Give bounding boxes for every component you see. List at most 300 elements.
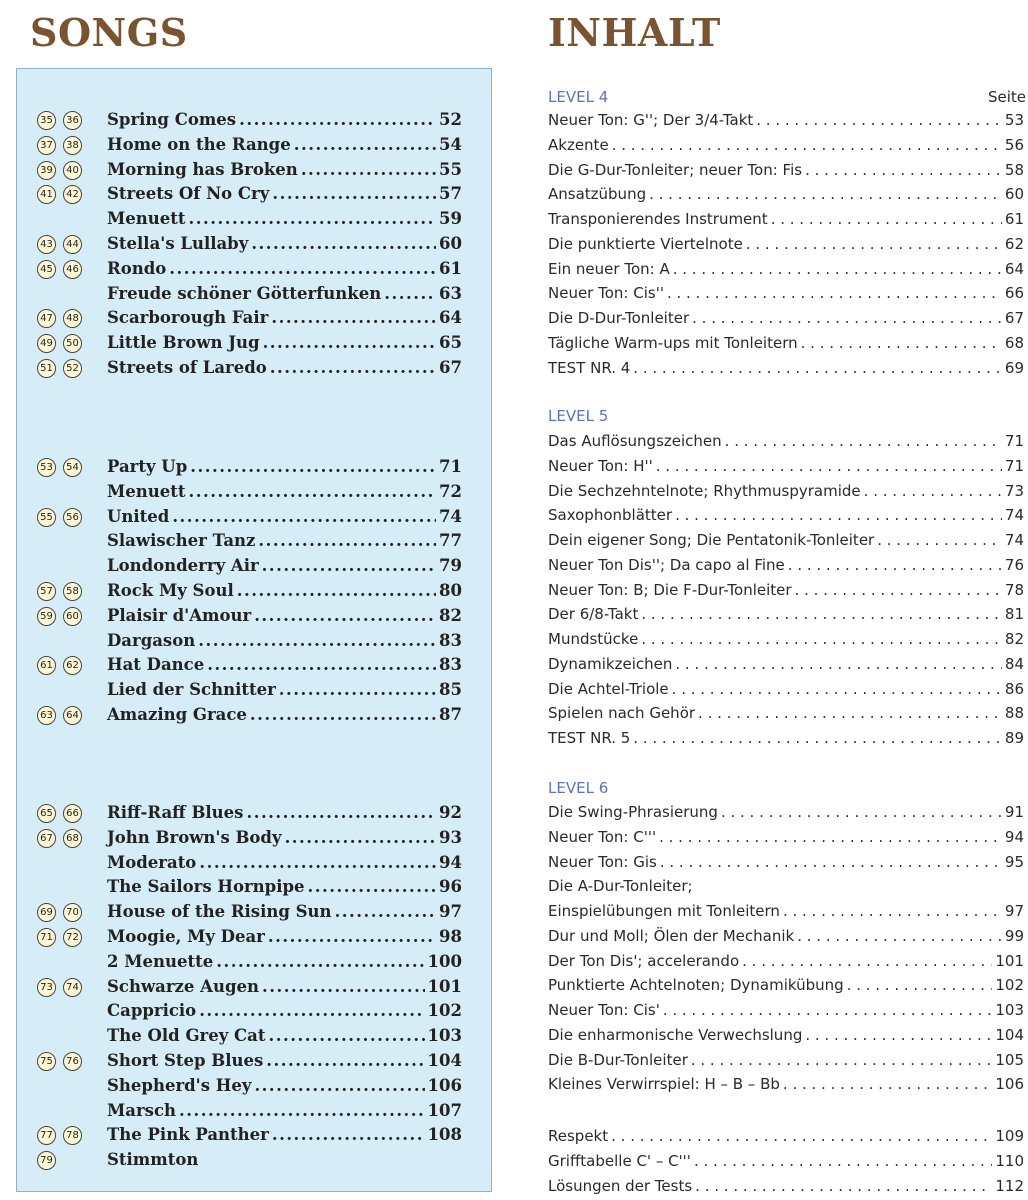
track-numbers	[37, 135, 103, 157]
song-row	[37, 901, 462, 923]
song-page-number: 93	[439, 827, 462, 847]
dot-leader	[611, 1124, 992, 1148]
entry-page-number: 86	[1004, 679, 1024, 698]
song-page-number: 106	[427, 1075, 462, 1095]
track-number-badge: 66	[63, 804, 82, 823]
entry-page-number: 105	[995, 1050, 1024, 1069]
entry-page-number: 64	[1004, 259, 1024, 278]
song-entry	[107, 1124, 462, 1146]
song-row	[37, 704, 462, 726]
song-entry	[107, 580, 462, 602]
entry-page-number: 61	[1004, 210, 1024, 228]
track-numbers	[37, 1026, 103, 1048]
song-page-number: 83	[439, 630, 462, 650]
track-number-badge: 76	[63, 1052, 82, 1071]
dot-leader	[783, 899, 1002, 923]
song-title: Riff-Raff Blues	[107, 803, 244, 822]
entry-title: TEST NR. 4	[548, 358, 631, 377]
contents-entry	[548, 800, 1024, 824]
contents-entry	[548, 1072, 1024, 1096]
dot-leader	[721, 800, 1002, 824]
track-number-badge: 39	[37, 161, 56, 180]
contents-entry	[548, 874, 1024, 898]
song-page-number: 55	[439, 159, 462, 179]
entry-page-number: 78	[1004, 580, 1024, 599]
entry-page-number: 110	[995, 1151, 1024, 1170]
song-entry	[107, 852, 462, 874]
track-number-badge: 40	[63, 161, 82, 180]
contents-entry	[548, 998, 1024, 1022]
song-entry	[107, 283, 462, 305]
song-entry	[107, 109, 462, 131]
track-number-badge: 51	[37, 359, 56, 378]
song-title: John Brown's Body	[107, 827, 282, 847]
dot-leader	[169, 258, 436, 280]
contents-entry	[548, 825, 1024, 849]
track-number-badge: 41	[37, 185, 56, 204]
dot-leader	[308, 876, 437, 898]
track-numbers	[37, 482, 103, 504]
dot-leader	[692, 306, 1002, 330]
song-page-number: 71	[439, 457, 462, 476]
song-entry	[107, 307, 462, 329]
song-page-number: 63	[439, 283, 462, 303]
entry-title: Neuer Ton: Cis''	[548, 284, 664, 303]
contents-entry	[548, 528, 1024, 552]
track-numbers	[37, 977, 103, 999]
track-numbers	[37, 110, 103, 132]
contents-entry	[548, 503, 1024, 527]
song-title: Lied der Schnitter	[107, 680, 276, 700]
track-number-badge: 37	[37, 136, 56, 155]
entry-title: Neuer Ton Dis''; Da capo al Fine	[548, 555, 785, 574]
dot-leader	[216, 951, 424, 973]
song-entry	[107, 1100, 462, 1122]
contents-entry	[548, 306, 1024, 330]
song-entry	[107, 1025, 462, 1047]
track-numbers	[37, 259, 103, 281]
dot-leader	[254, 1075, 424, 1097]
entry-page-number: 101	[995, 951, 1024, 970]
song-row	[37, 506, 462, 528]
contents-entry	[548, 701, 1024, 725]
dot-leader	[198, 630, 436, 652]
song-page-number: 74	[439, 506, 462, 526]
dot-leader	[612, 133, 1002, 157]
contents-entry	[548, 108, 1024, 132]
song-entry	[107, 876, 462, 898]
entry-title: Neuer Ton: C'''	[548, 827, 657, 846]
songs-heading: SONGS	[30, 10, 188, 55]
dot-leader	[742, 949, 992, 973]
entry-title: Das Auflösungszeichen	[548, 432, 722, 450]
dot-leader	[795, 578, 1002, 602]
track-number-badge: 65	[37, 804, 56, 823]
track-numbers	[37, 705, 103, 727]
song-row	[37, 456, 462, 478]
entry-title: Neuer Ton: H''	[548, 456, 653, 475]
track-number-badge: 61	[37, 656, 56, 675]
entry-title: Lösungen der Tests	[548, 1176, 693, 1195]
track-number-badge: 63	[37, 706, 56, 725]
track-numbers	[37, 209, 103, 231]
entry-page-number: 60	[1004, 185, 1024, 204]
track-numbers	[37, 284, 103, 306]
dot-leader	[667, 281, 1002, 305]
entry-page-number: 112	[995, 1176, 1024, 1195]
entry-page-number: 71	[1004, 432, 1024, 450]
song-title: Moderato	[107, 852, 197, 872]
dot-leader	[847, 973, 993, 997]
dot-leader	[250, 704, 436, 726]
track-number-badge: 36	[63, 111, 82, 130]
song-entry	[107, 530, 462, 552]
track-number-badge: 58	[63, 582, 82, 601]
track-number-badge: 69	[37, 903, 56, 922]
contents-entry	[548, 182, 1024, 206]
song-title: Amazing Grace	[107, 705, 247, 724]
dot-leader	[190, 456, 436, 478]
song-title: The Sailors Hornpipe	[107, 877, 305, 897]
track-number-badge: 77	[37, 1126, 56, 1145]
song-row	[37, 134, 462, 156]
contents-entry	[548, 850, 1024, 874]
song-row	[37, 976, 462, 998]
dot-leader	[656, 454, 1002, 478]
dot-leader	[246, 802, 436, 824]
song-title: Londonderry Air	[107, 556, 259, 576]
dot-leader	[189, 208, 437, 230]
song-title: Streets Of No Cry	[107, 184, 270, 204]
entry-page-number: 56	[1004, 135, 1024, 154]
dot-leader	[262, 555, 436, 577]
song-entry	[107, 605, 462, 627]
track-number-badge: 75	[37, 1052, 56, 1071]
song-page-number: 108	[427, 1125, 462, 1145]
song-page-number: 80	[439, 581, 462, 600]
level-heading-level5: LEVEL 5	[548, 407, 609, 425]
song-row	[37, 1149, 462, 1171]
song-page-number: 64	[439, 308, 462, 328]
track-numbers	[37, 333, 103, 355]
dot-leader	[672, 677, 1002, 701]
song-page-number: 61	[439, 258, 462, 278]
entry-title: Dur und Moll; Ölen der Mechanik	[548, 926, 795, 945]
track-numbers	[37, 828, 103, 850]
contents-entry	[548, 726, 1024, 750]
song-page-number: 67	[439, 358, 462, 377]
track-number-badge: 44	[63, 235, 82, 254]
contents-entry	[548, 1048, 1024, 1072]
dot-leader	[268, 926, 436, 948]
track-numbers	[37, 507, 103, 529]
entry-title: TEST NR. 5	[548, 729, 631, 747]
song-entry	[107, 976, 462, 998]
song-page-number: 92	[439, 803, 462, 822]
song-row	[37, 580, 462, 602]
track-number-badge: 78	[63, 1126, 82, 1145]
song-title: Spring Comes	[107, 110, 237, 129]
entry-title: Der Ton Dis'; accelerando	[548, 951, 740, 970]
entry-title: Ansatzübung	[548, 185, 647, 204]
song-entry	[107, 183, 462, 205]
song-row	[37, 679, 462, 701]
song-page-number: 100	[427, 951, 462, 971]
dot-leader	[788, 553, 1002, 577]
entry-page-number: 74	[1004, 506, 1024, 525]
track-numbers	[37, 877, 103, 899]
song-row	[37, 332, 462, 354]
track-number-badge: 62	[63, 656, 82, 675]
entry-page-number: 97	[1004, 902, 1024, 920]
dot-leader	[660, 850, 1002, 874]
entry-page-number: 104	[995, 1025, 1024, 1044]
dot-leader	[279, 679, 436, 701]
song-page-number: 101	[427, 976, 462, 996]
entry-page-number: 106	[995, 1075, 1024, 1094]
track-numbers	[37, 1125, 103, 1147]
dot-leader	[270, 357, 436, 379]
entry-page-number: 81	[1004, 605, 1024, 624]
song-title: Freude schöner Götterfunken	[107, 283, 382, 303]
song-entry	[107, 208, 462, 230]
entry-page-number: 71	[1004, 456, 1024, 475]
track-number-badge: 73	[37, 978, 56, 997]
song-entry	[107, 679, 462, 701]
song-title: Menuett	[107, 209, 186, 229]
song-row	[37, 951, 462, 973]
entry-page-number: 69	[1004, 358, 1024, 377]
dot-leader	[694, 1149, 992, 1173]
entry-title: Die Swing-Phrasierung	[548, 803, 718, 821]
track-numbers	[37, 581, 103, 603]
track-number-badge: 67	[37, 829, 56, 848]
track-number-badge: 71	[37, 928, 56, 947]
entry-title: Punktierte Achtelnoten; Dynamikübung	[548, 976, 844, 995]
song-page-number: 60	[439, 234, 462, 253]
track-number-badge: 52	[63, 359, 82, 378]
song-entry	[107, 926, 462, 948]
contents-entry	[548, 553, 1024, 577]
track-numbers	[37, 184, 103, 206]
entry-page-number: 82	[1004, 630, 1024, 648]
song-page-number: 65	[439, 333, 462, 353]
entry-title: Tägliche Warm-ups mit Tonleitern	[548, 333, 798, 352]
track-numbers	[37, 234, 103, 256]
dot-leader	[675, 503, 1002, 527]
track-numbers	[37, 160, 103, 182]
songs-panel	[16, 68, 492, 1192]
contents-entry	[548, 652, 1024, 676]
entry-title: Saxophonblätter	[548, 506, 673, 525]
song-entry	[107, 704, 462, 726]
song-title: Cappricio	[107, 1001, 197, 1021]
song-row	[37, 233, 462, 255]
entry-page-number: 58	[1004, 160, 1024, 179]
song-row	[37, 183, 462, 205]
dot-leader	[272, 1124, 425, 1146]
dot-leader	[756, 108, 1002, 132]
dot-leader	[179, 1100, 425, 1122]
song-title: The Old Grey Cat	[107, 1026, 266, 1046]
contents-entry	[548, 232, 1024, 256]
level-heading-level4: LEVEL 4	[548, 88, 609, 106]
track-number-badge: 43	[37, 235, 56, 254]
song-title: Plaisir d'Amour	[107, 605, 252, 625]
dot-leader	[384, 283, 436, 305]
track-number-badge: 79	[37, 1151, 56, 1170]
dot-leader	[335, 901, 436, 923]
dot-leader	[864, 479, 1002, 503]
track-number-badge: 56	[63, 508, 82, 527]
entry-title: Neuer Ton: G''; Der 3/4-Takt	[548, 111, 754, 129]
song-title: Moogie, My Dear	[107, 927, 265, 946]
song-entry	[107, 233, 462, 255]
dot-leader	[285, 827, 436, 849]
inhalt-heading: INHALT	[548, 10, 721, 55]
entry-title: Grifftabelle C' – C'''	[548, 1151, 691, 1170]
song-row	[37, 1000, 462, 1022]
entry-page-number: 76	[1004, 555, 1024, 574]
song-title: Short Step Blues	[107, 1051, 264, 1070]
contents-entry	[548, 602, 1024, 626]
song-page-number: 107	[427, 1100, 462, 1120]
track-number-badge: 45	[37, 260, 56, 279]
entry-title: Spielen nach Gehör	[548, 704, 696, 723]
contents-entry	[548, 331, 1024, 355]
dot-leader	[695, 1174, 992, 1198]
entry-title: Dein eigener Song; Die Pentatonik-Tonleiter	[548, 531, 875, 549]
track-numbers	[37, 680, 103, 702]
track-numbers	[37, 952, 103, 974]
song-row	[37, 481, 462, 503]
contents-entry	[548, 973, 1024, 997]
song-title: Stella's Lullaby	[107, 234, 249, 253]
song-row	[37, 530, 462, 552]
track-number-badge: 72	[63, 928, 82, 947]
song-title: United	[107, 506, 170, 526]
contents-entry	[548, 1023, 1024, 1047]
entry-title: Ein neuer Ton: A	[548, 259, 670, 278]
track-number-badge: 50	[63, 334, 82, 353]
track-number-badge: 46	[63, 260, 82, 279]
contents-entry	[548, 454, 1024, 478]
track-number-badge: 57	[37, 582, 56, 601]
dot-leader	[801, 331, 1002, 355]
entry-page-number: 53	[1004, 111, 1024, 129]
song-title: House of the Rising Sun	[107, 902, 332, 922]
track-numbers	[37, 655, 103, 677]
dot-leader	[239, 109, 436, 131]
song-row	[37, 827, 462, 849]
song-row	[37, 630, 462, 652]
track-numbers	[37, 358, 103, 380]
song-page-number: 94	[439, 852, 462, 872]
entry-title: Die G-Dur-Tonleiter; neuer Ton: Fis	[548, 160, 803, 179]
entry-title: Akzente	[548, 135, 609, 154]
entry-page-number: 95	[1004, 852, 1024, 871]
entry-page-number: 68	[1004, 333, 1024, 352]
song-entry	[107, 1149, 462, 1171]
song-entry	[107, 1075, 462, 1097]
song-title: Streets of Laredo	[107, 358, 267, 377]
dot-leader	[251, 233, 436, 255]
song-row	[37, 605, 462, 627]
entry-title: Neuer Ton: Gis	[548, 852, 657, 871]
contents-entry	[548, 356, 1024, 380]
dot-leader	[266, 1050, 424, 1072]
dot-leader	[783, 1072, 992, 1096]
song-page-number: 102	[427, 1001, 462, 1021]
contents-entry	[548, 949, 1024, 973]
entry-title: Mundstücke	[548, 630, 639, 648]
entry-page-number: 84	[1004, 654, 1024, 673]
song-entry	[107, 357, 462, 379]
song-entry	[107, 1050, 462, 1072]
song-entry	[107, 951, 462, 973]
track-numbers	[37, 457, 103, 479]
track-numbers	[37, 1076, 103, 1098]
contents-entry	[548, 429, 1024, 453]
song-title: The Pink Panther	[107, 1125, 269, 1145]
song-page-number: 97	[439, 902, 462, 922]
dot-leader	[301, 159, 436, 181]
entry-page-number: 88	[1004, 704, 1024, 723]
entry-page-number: 91	[1004, 803, 1024, 821]
contents-entry	[548, 1124, 1024, 1148]
song-title: Scarborough Fair	[107, 308, 269, 328]
contents-entry	[548, 158, 1024, 182]
track-numbers	[37, 1001, 103, 1023]
entry-title: Neuer Ton: B; Die F-Dur-Tonleiter	[548, 580, 792, 599]
track-number-badge: 60	[63, 607, 82, 626]
track-number-badge: 42	[63, 185, 82, 204]
song-page-number: 57	[439, 184, 462, 204]
song-row	[37, 109, 462, 131]
dot-leader	[172, 506, 436, 528]
entry-page-number: 67	[1004, 309, 1024, 327]
song-row	[37, 802, 462, 824]
track-number-badge: 70	[63, 903, 82, 922]
dot-leader	[659, 825, 1002, 849]
song-row	[37, 208, 462, 230]
dot-leader	[207, 654, 436, 676]
dot-leader	[294, 134, 436, 156]
song-page-number: 98	[439, 927, 462, 946]
song-entry	[107, 159, 462, 181]
page-column-label: Seite	[987, 88, 1026, 106]
entry-title: Die D-Dur-Tonleiter	[548, 309, 690, 327]
song-row	[37, 1025, 462, 1047]
entry-title: Neuer Ton: Cis'	[548, 1001, 660, 1019]
song-entry	[107, 901, 462, 923]
song-entry	[107, 456, 462, 478]
song-page-number: 87	[439, 705, 462, 724]
contents-entry	[548, 133, 1024, 157]
dot-leader	[641, 602, 1002, 626]
song-title: Shepherd's Hey	[107, 1075, 252, 1095]
song-title: Marsch	[107, 1100, 176, 1120]
track-numbers	[37, 853, 103, 875]
entry-title: Einspielübungen mit Tonleitern	[548, 902, 780, 920]
entry-page-number: 66	[1004, 284, 1024, 303]
song-page-number: 85	[439, 680, 462, 700]
entry-title: Die punktierte Viertelnote	[548, 234, 743, 253]
song-title: Rondo	[107, 258, 167, 278]
dot-leader	[663, 998, 993, 1022]
song-title: Morning has Broken	[107, 159, 298, 179]
song-row	[37, 876, 462, 898]
